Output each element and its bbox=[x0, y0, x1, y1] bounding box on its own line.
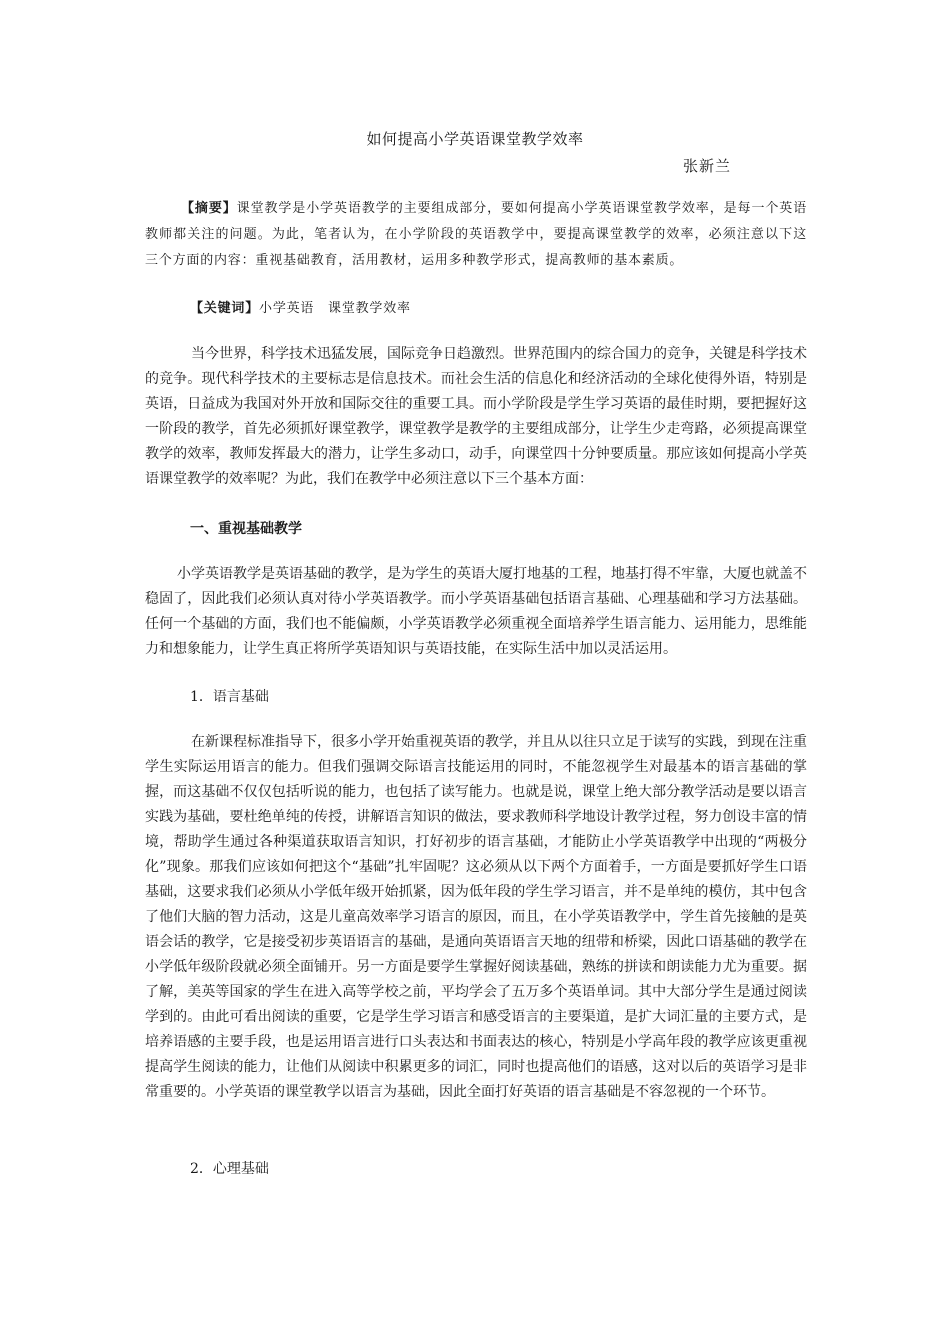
author-name: 张新兰 bbox=[683, 157, 732, 175]
abstract-label: 【摘要】 bbox=[181, 201, 237, 216]
section-1-body: 小学英语教学是英语基础的教学，是为学生的英语大厦打地基的工程，地基打得不牢靠，大厦也就盖不稳固了，因此我们必须认真对待小学英语教学。而小学英语基础包括语言基础、心理基础和学习方法基础。任何一个基础的方面，我们也不能偏颇，小学英语教学必须重视全面培养学生语言能力、运用能力，思维能力和想象能力，让学生真正将所学英语知识与英语技能，在实际生活中加以灵活运用。 bbox=[145, 566, 807, 657]
abstract-text: 课堂教学是小学英语教学的主要组成部分，要如何提高小学英语课堂教学效率，是每一个英语教师都关注的问题。为此，笔者认为，在小学阶段的英语教学中，要提高课堂教学的效率，必须注意以下这三个方面的内容：重视基础教育，活用教材，运用多种教学形式，提高教师的基本素质。 bbox=[145, 201, 807, 268]
keywords-line bbox=[190, 296, 852, 321]
abstract-paragraph bbox=[145, 196, 807, 274]
section-heading-1: 一、重视基础教学 bbox=[190, 521, 302, 537]
keywords-text: 小学英语 课堂教学效率 bbox=[259, 301, 411, 316]
intro-paragraph: 当今世界，科学技术迅猛发展，国际竞争日趋激烈。世界范围内的综合国力的竞争，关键是科学技术的竞争。现代科学技术的主要标志是信息技术。而社会生活的信息化和经济活动的全球化使得外语，特别是英语，日益成为我国对外开放和国际交往的重要工具。而小学阶段是学生学习英语的最佳时期，要把握好这一阶段的教学，首先必须抓好课堂教学，课堂教学是教学的主要组成部分，让学生少走弯路，必须提高课堂教学的效率，教师发挥最大的潜力，让学生多动口，动手，向课堂四十分钟要质量。那应该如何提高小学英语课堂教学的效率呢？为此，我们在教学中必须注意以下三个基本方面： bbox=[145, 346, 807, 487]
subsection-heading-language: 1．语言基础 bbox=[190, 689, 269, 705]
subsection-language-body: 在新课程标准指导下，很多小学开始重视英语的教学，并且从以往只立足于读写的实践，到现在注重学生实际运用语言的能力。但我们强调交际语言技能运用的同时，不能忽视学生对最基本的语言基础的掌握，而这基础不仅仅包括听说的能力，也包括了读写能力。也就是说，课堂上绝大部分教学活动是要以语言实践为基础，要杜绝单纯的传授，讲解语言知识的做法，要求教师科学地设计教学过程，努力创设丰富的情境，帮助学生通过各种渠道获取语言知识，打好初步的语言基础，才能防止小学英语教学中出现的“两极分化”现象。那我们应该如何把这个“基础”扎牢固呢？这必须从以下两个方面着手，一方面是要抓好学生口语基础，这要求我们必须从小学低年级开始抓紧，因为低年段的学生学习语言，并不是单纯的模仿，其中包含了他们大脑的智力活动，这是儿童高效率学习语言的原因，而且，在小学英语教学中，学生首先接触的是英语会话的教学，它是接受初步英语语言的基础，是通向英语语言天地的纽带和桥梁，因此口语基础的教学在小学低年级阶段就必须全面铺开。另一方面是要学生掌握好阅读基础，熟练的拼读和朗读能力尤为重要。据了解，美英等国家的学生在进入高等学校之前，平均学会了五万多个英语单词。其中大部分学生是通过阅读学到的。由此可看出阅读的重要，它是学生学习语言和感受语言的主要渠道，是扩大词汇量的主要方式，是培养语感的主要手段，也是运用语言进行口头表达和书面表达的核心，特别是小学高年段的教学应该更重视提高学生阅读的能力，让他们从阅读中积累更多的词汇，同时也提高他们的语感，这对以后的英语学习是非常重要的。小学英语的课堂教学以语言为基础，因此全面打好英语的语言基础是不容忽视的一个环节。 bbox=[145, 734, 807, 1100]
keywords-label: 【关键词】 bbox=[190, 301, 260, 316]
subsection-heading-psychology: 2．心理基础 bbox=[190, 1161, 269, 1177]
document-title: 如何提高小学英语课堂教学效率 bbox=[366, 130, 584, 148]
